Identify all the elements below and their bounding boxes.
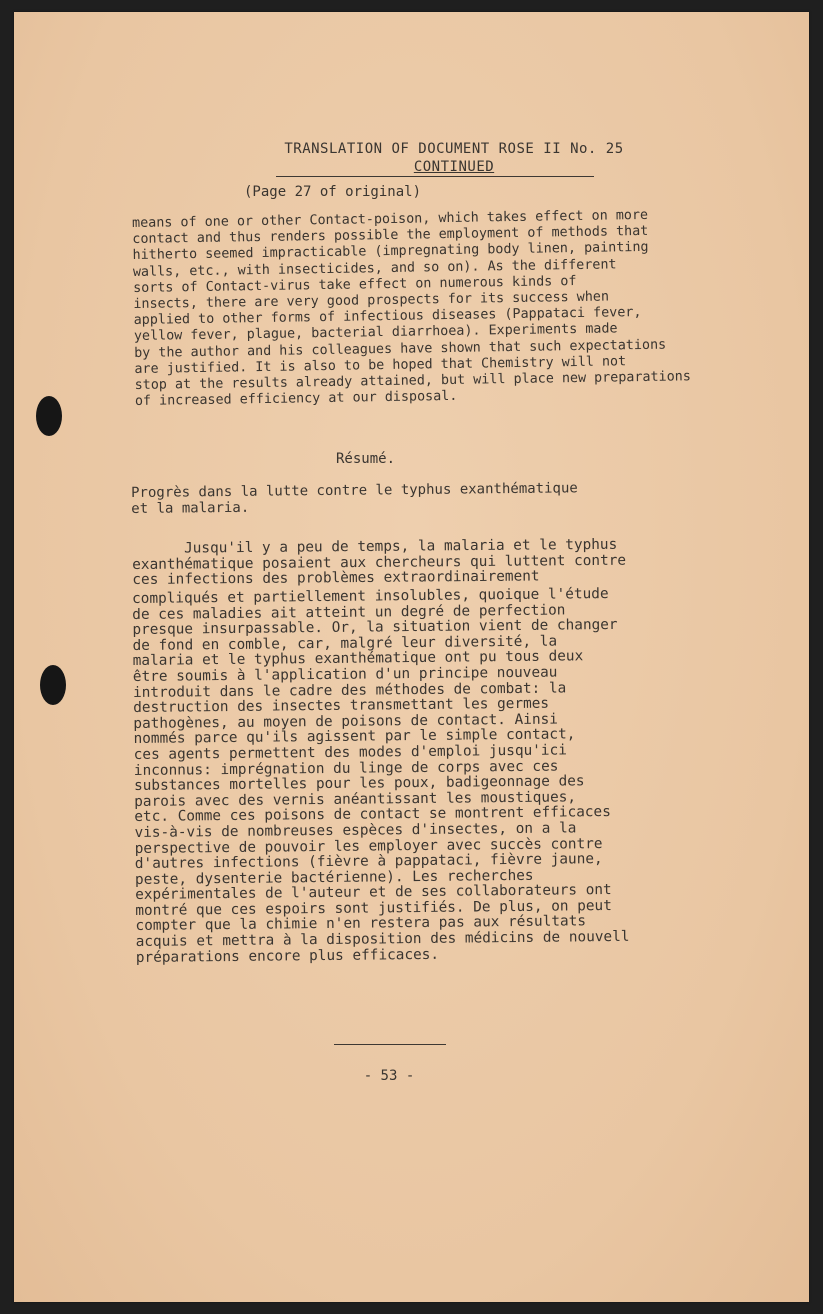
french-title: Progrès dans la lutte contre le typhus exanthématique et la malaria. (131, 480, 578, 517)
document-page (14, 12, 809, 1302)
resume-heading: Résumé. (336, 451, 396, 467)
binder-hole (36, 396, 62, 436)
french-paragraph-2: compliqués et partiellement insolubles, quoique l'étude de ces maladies ait atteint un degré de perfection presque insurpassable. Or, la situation vient de changer de fond en comble, car, malgré leur diversité, la malaria et le typhus exanthématique ont pu tous deux être soumis à l'application d'un principe nouveau introduit dans le cadre des méthodes de combat: la destruction des insectes transmettant les germes pathogènes, au moyen de poisons de contact. Ainsi nommés parce qu'ils agissent par le simple contact, ces agents permettent des modes d'emploi jusqu'ici inconnus: imprégnation du linge de corps avec ces substances mortelles pour les poux, badigeonnage des parois avec des vernis anéantissant les moustiques, etc. Comme ces poisons de contact se montrent efficaces vis-à-vis de nombreuses espèces d'insectes, on a la perspective de pouvoir les employer avec succès contre d'autres infections (fièvre à pappataci, fièvre jaune, peste, dysenterie bactérienne). Les recherches expérimentales de l'auteur et de ses collaborateurs ont montré que ces espoirs sont justifiés. De plus, on peut compter que la chimie n'en restera pas aux résultats acquis et mettra à la disposition des médicins de nouvell préparations encore plus efficaces. (131, 586, 630, 966)
title-line-1: TRANSLATION OF DOCUMENT ROSE II No. 25 (284, 141, 624, 157)
document-title (274, 140, 634, 176)
page-number: - 53 - (363, 1068, 415, 1084)
title-underline (276, 176, 594, 177)
binder-hole (40, 665, 66, 705)
french-paragraph-1: Jusqu'il y a peu de temps, la malaria et le typhus exanthématique posaient aux chercheurs qui luttent contre ces infections des problèmes extraordinairement (131, 536, 627, 589)
english-paragraph: means of one or other Contact-poison, which takes effect on more contact and thus renders possible the employment of methods that hitherto seemed impracticable (impregnating body linen, painting walls, etc., with insecticides, and so on). As the different sorts of Contact-virus take effect on numerous kinds of insects, there are very good prospects for its success when applied to other forms of infectious diseases (Pappataci fever, yellow fever, plague, bacterial diarrhoea). Experiments made by the author and his colleagues have shown that such expectations are justified. It is also to be hoped that Chemistry will not stop at the results already attained, but will place new preparations of increased efficiency at our disposal. (132, 207, 691, 410)
original-page-reference: (Page 27 of original) (244, 184, 422, 200)
footer-rule (334, 1044, 446, 1045)
title-line-2: CONTINUED (413, 159, 495, 175)
